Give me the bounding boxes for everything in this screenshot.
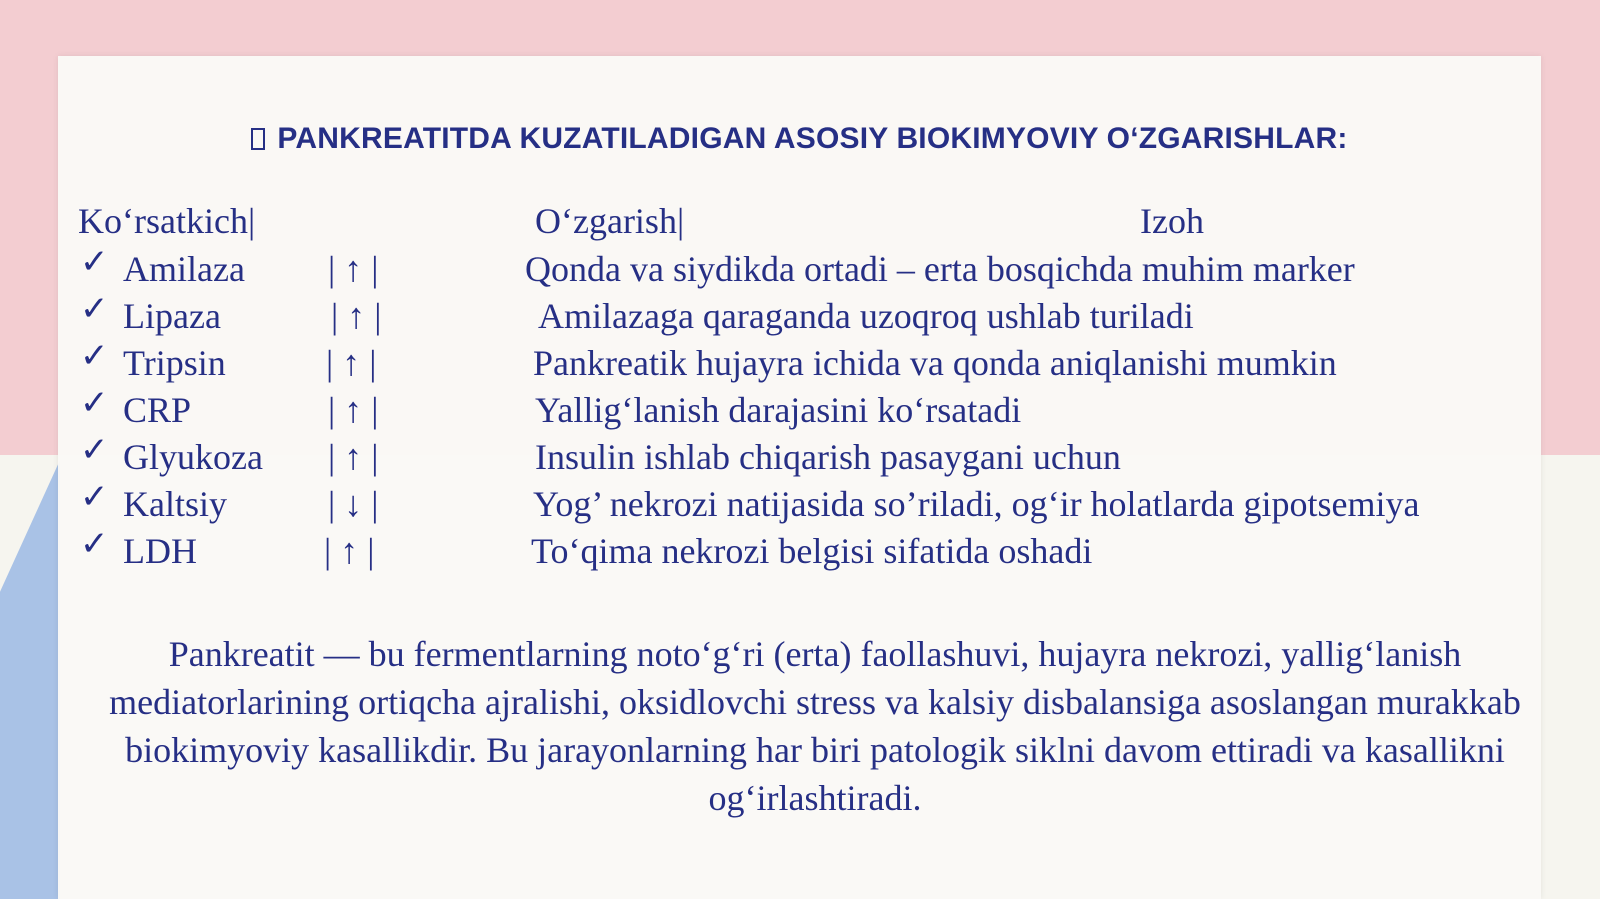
- row-indicator: LDH: [123, 531, 197, 571]
- row-indicator: Glyukoza: [123, 437, 263, 477]
- row-indicator: Kaltsiy: [123, 484, 227, 524]
- missing-glyph-icon: [251, 128, 265, 150]
- row-note: Yog’ nekrozi natijasida so’riladi, og‘ir holatlarda gipotsemiya: [533, 484, 1420, 524]
- row-change: | ↑ |: [324, 531, 375, 571]
- check-icon: ✓: [80, 336, 109, 376]
- header-note: Izoh: [1140, 201, 1204, 241]
- slide-title-text: PANKREATITDA KUZATILADIGAN ASOSIY BIOKIMYOVIY O‘ZGARISHLAR:: [277, 122, 1348, 155]
- row-change: | ↑ |: [328, 249, 379, 289]
- header-change: O‘zgarish|: [535, 201, 685, 241]
- row-indicator: Lipaza: [123, 296, 221, 336]
- row-change: | ↑ |: [331, 296, 382, 336]
- row-note: Insulin ishlab chiqarish pasaygani uchun: [535, 437, 1121, 477]
- check-icon: ✓: [80, 524, 109, 564]
- slide-title: [58, 122, 1541, 156]
- row-change: | ↑ |: [328, 437, 379, 477]
- row-indicator: Tripsin: [123, 343, 226, 383]
- row-note: Pankreatik hujayra ichida va qonda aniqlanishi mumkin: [533, 343, 1337, 383]
- row-change: | ↓ |: [328, 484, 379, 524]
- row-note: Amilazaga qaraganda uzoqroq ushlab turiladi: [538, 296, 1194, 336]
- row-note: Yallig‘lanish darajasini ko‘rsatadi: [535, 390, 1022, 430]
- row-indicator: CRP: [123, 390, 192, 430]
- header-indicator: Ko‘rsatkich|: [78, 201, 256, 241]
- check-icon: ✓: [80, 477, 109, 517]
- row-change: | ↑ |: [326, 343, 377, 383]
- check-icon: ✓: [80, 242, 109, 282]
- check-icon: ✓: [80, 383, 109, 423]
- row-note: Qonda va siydikda ortadi – erta bosqichda muhim marker: [525, 249, 1355, 289]
- row-change: | ↑ |: [328, 390, 379, 430]
- check-icon: ✓: [80, 289, 109, 329]
- summary-paragraph: Pankreatit — bu fermentlarning noto‘g‘ri (erta) faollashuvi, hujayra nekrozi, yallig‘lanish mediatorlarining ortiqcha ajralishi, oksidlovchi stress va kalsiy disbalansiga asoslangan murakkab biokimyoviy kasallikdir. Bu jarayonlarning har biri patologik siklni davom ettiradi va kasallikni og‘irlashtiradi.: [109, 634, 1521, 818]
- row-indicator: Amilaza: [123, 249, 245, 289]
- row-note: To‘qima nekrozi belgisi sifatida oshadi: [531, 531, 1093, 571]
- check-icon: ✓: [80, 430, 109, 470]
